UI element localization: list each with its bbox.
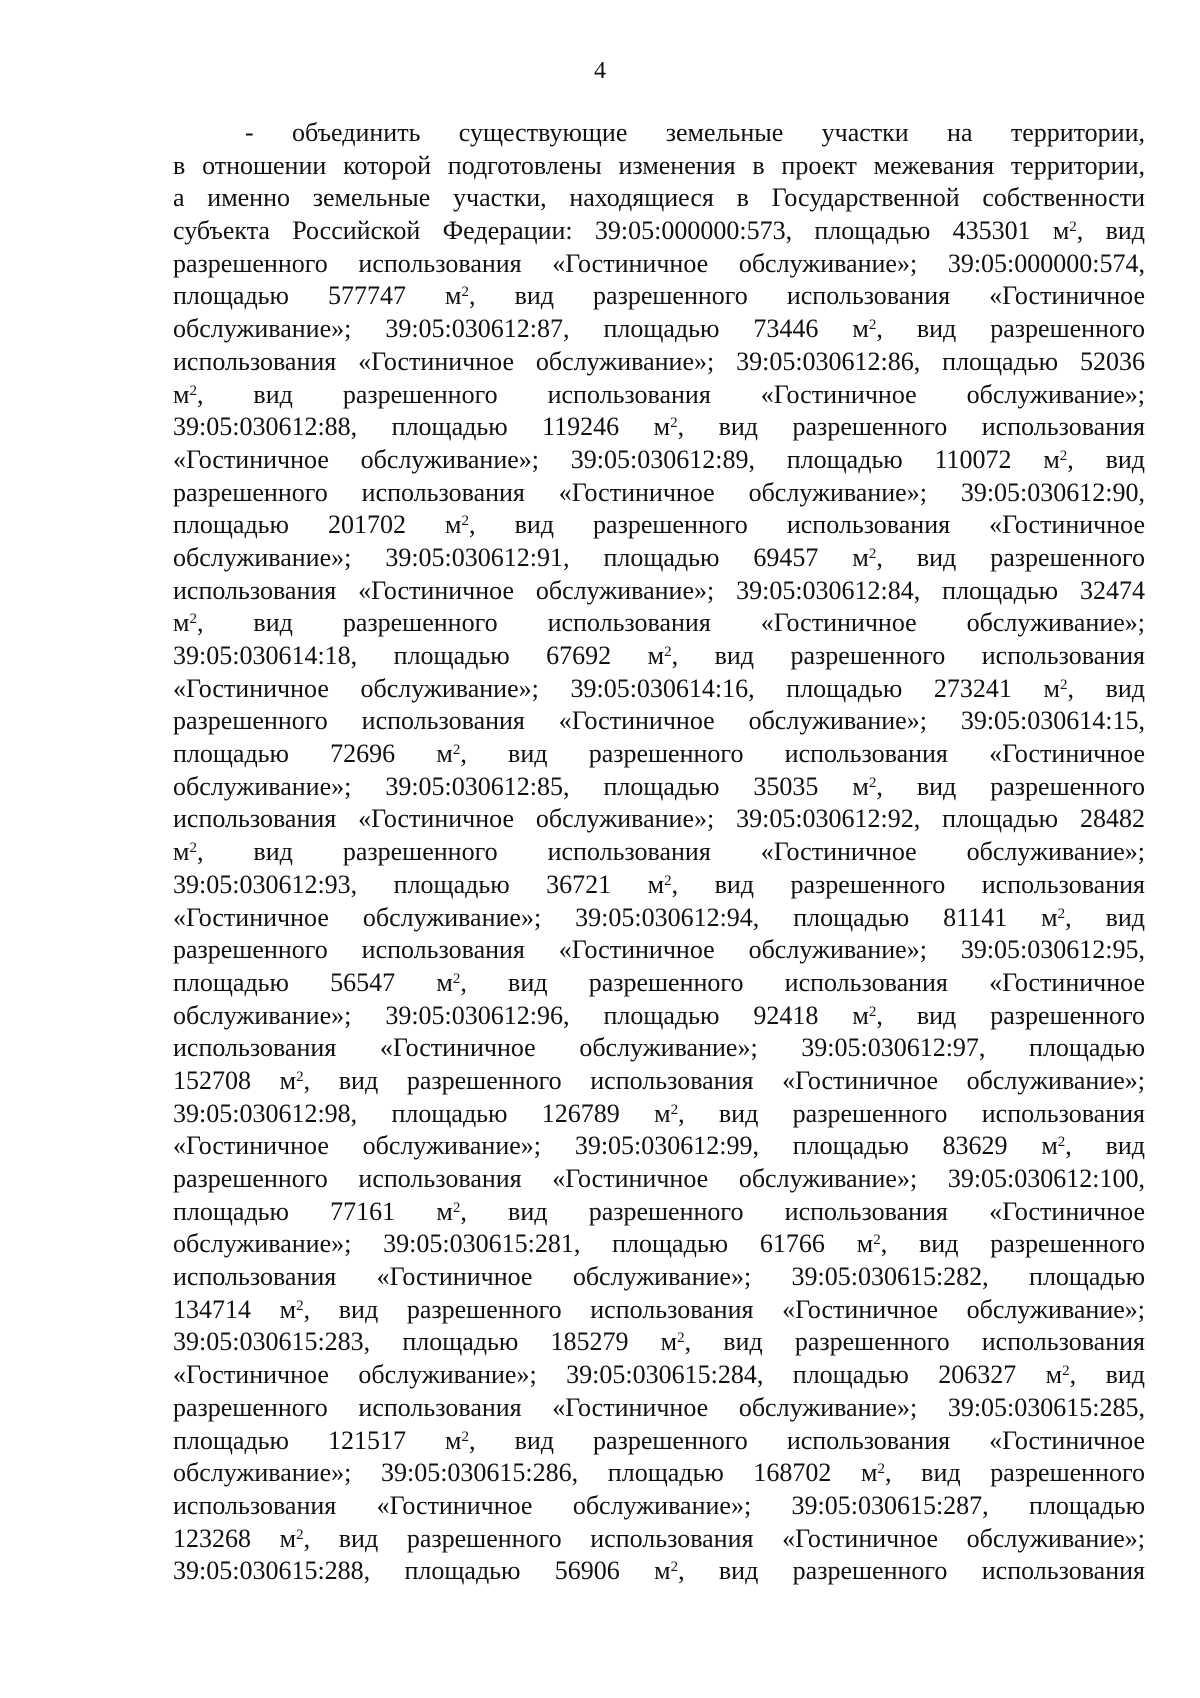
text-line: площадью 201702 $м^2$, вид разрешенного использования «Гостиничное xyxy=(173,510,1145,540)
document-body xyxy=(173,117,1145,1588)
text-line: «Гостиничное обслуживание»; 39:05:030614:16, площадью 273241 $м^2$, вид xyxy=(173,673,1145,703)
text-line: разрешенного использования «Гостиничное обслуживание»; 39:05:030614:15, xyxy=(173,706,1145,736)
text-line: «Гостиничное обслуживание»; 39:05:030612:89, площадью 110072 $м^2$, вид xyxy=(173,444,1145,474)
text-line: разрешенного использования «Гостиничное обслуживание»; 39:05:030612:100, xyxy=(173,1164,1145,1193)
text-line: субъекта Российской Федерации: 39:05:000000:573, площадью 435301 $м^2$, вид xyxy=(173,216,1145,246)
text-line: обслуживание»; 39:05:030615:286, площадью 168702 $м^2$, вид разрешенного xyxy=(173,1458,1145,1488)
text-line: $м^2$, вид разрешенного использования «Гостиничное обслуживание»; xyxy=(173,608,1145,638)
text-line: 134714 $м^2$, вид разрешенного использования «Гостиничное обслуживание»; xyxy=(173,1294,1146,1324)
text-line: $м^2$, вид разрешенного использования «Гостиничное обслуживание»; xyxy=(173,837,1145,867)
text-line: «Гостиничное обслуживание»; 39:05:030615:284, площадью 206327 $м^2$, вид xyxy=(173,1360,1146,1390)
text-line: обслуживание»; 39:05:030615:281, площадью 61766 $м^2$, вид разрешенного xyxy=(173,1229,1145,1259)
text-line: использования «Гостиничное обслуживание»; 39:05:030612:86, площадью 52036 xyxy=(173,346,1145,376)
text-line: 39:05:030612:93, площадью 36721 $м^2$, вид разрешенного использования xyxy=(173,869,1145,899)
text-line: «Гостиничное обслуживание»; 39:05:030612:99, площадью 83629 $м^2$, вид xyxy=(173,1131,1146,1161)
text-line: обслуживание»; 39:05:030612:91, площадью 69457 $м^2$, вид разрешенного xyxy=(173,542,1145,572)
text-line: разрешенного использования «Гостиничное обслуживание»; 39:05:030612:90, xyxy=(173,477,1145,507)
text-line: использования «Гостиничное обслуживание»; 39:05:030615:282, площадью xyxy=(173,1262,1145,1292)
text-line: а именно земельные участки, находящиеся в Государственной собственности xyxy=(173,183,1145,213)
text-line: 39:05:030615:283, площадью 185279 $м^2$, вид разрешенного использования xyxy=(173,1327,1145,1357)
text-line: использования «Гостиничное обслуживание»; 39:05:030615:287, площадью xyxy=(173,1490,1145,1520)
text-line: разрешенного использования «Гостиничное обслуживание»; 39:05:030612:95, xyxy=(173,935,1145,965)
text-line: разрешенного использования «Гостиничное обслуживание»; 39:05:030615:285, xyxy=(173,1392,1145,1422)
page-number: 4 xyxy=(594,58,606,84)
text-line: $м^2$, вид разрешенного использования «Гостиничное обслуживание»; xyxy=(173,379,1145,409)
text-line: обслуживание»; 39:05:030612:96, площадью 92418 $м^2$, вид разрешенного xyxy=(173,1000,1145,1030)
text-line: использования «Гостиничное обслуживание»; 39:05:030612:97, площадью xyxy=(173,1033,1145,1063)
text-line: в отношении которой подготовлены изменения в проект межевания территории, xyxy=(173,150,1145,180)
text-line: 123268 $м^2$, вид разрешенного использования «Гостиничное обслуживание»; xyxy=(173,1523,1146,1553)
text-line: площадью 72696 $м^2$, вид разрешенного использования «Гостиничное xyxy=(173,739,1145,769)
text-line: площадью 577747 $м^2$, вид разрешенного использования «Гостиничное xyxy=(173,281,1145,311)
text-line: использования «Гостиничное обслуживание»; 39:05:030612:92, площадью 28482 xyxy=(173,804,1145,834)
text-line: 152708 $м^2$, вид разрешенного использования «Гостиничное обслуживание»; xyxy=(173,1065,1146,1095)
text-line: площадью 121517 $м^2$, вид разрешенного использования «Гостиничное xyxy=(173,1425,1145,1455)
text-line: площадью 56547 $м^2$, вид разрешенного использования «Гостиничное xyxy=(173,967,1145,997)
text-line: «Гостиничное обслуживание»; 39:05:030612:94, площадью 81141 $м^2$, вид xyxy=(173,902,1145,932)
text-line: 39:05:030614:18, площадью 67692 $м^2$, вид разрешенного использования xyxy=(173,641,1145,670)
text-line: 39:05:030612:88, площадью 119246 $м^2$, вид разрешенного использования xyxy=(173,412,1145,442)
text-line: обслуживание»; 39:05:030612:85, площадью 35035 $м^2$, вид разрешенного xyxy=(173,771,1145,801)
text-line: использования «Гостиничное обслуживание»; 39:05:030612:84, площадью 32474 xyxy=(173,575,1145,605)
text-line: площадью 77161 $м^2$, вид разрешенного использования «Гостиничное xyxy=(173,1196,1145,1226)
text-line: 39:05:030612:98, площадью 126789 $м^2$, вид разрешенного использования xyxy=(173,1098,1145,1128)
text-line: разрешенного использования «Гостиничное обслуживание»; 39:05:000000:574, xyxy=(173,248,1145,278)
text-line: 39:05:030615:288, площадью 56906 $м^2$, вид разрешенного использования xyxy=(173,1556,1145,1586)
text-line: обслуживание»; 39:05:030612:87, площадью 73446 $м^2$, вид разрешенного xyxy=(173,314,1145,344)
text-line: - объединить существующие земельные участки на территории, xyxy=(245,118,1145,147)
